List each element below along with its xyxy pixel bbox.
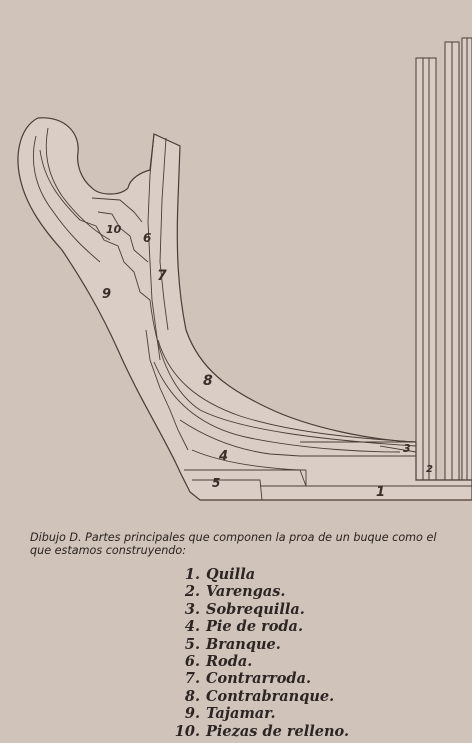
legend-number: 1. — [184, 566, 200, 583]
legend-number: 7. — [184, 670, 200, 688]
legend-number: 6. — [184, 653, 200, 671]
legend-number: 2. — [184, 583, 200, 601]
legend-item — [160, 723, 460, 740]
label-3: 3 — [403, 442, 411, 455]
figure-caption: Dibujo D. Partes principales que componen la proa de un buque como el que estamos construyendo: — [30, 531, 437, 557]
legend-item — [160, 688, 460, 705]
label-9: 9 — [102, 287, 112, 302]
legend-text: Tajamar. — [206, 705, 276, 723]
label-6: 6 — [143, 231, 152, 245]
legend-item — [160, 601, 460, 618]
legend-item — [160, 670, 460, 687]
legend-text: Roda. — [206, 653, 253, 671]
legend-item — [160, 566, 460, 583]
legend-text: Varengas. — [206, 583, 286, 601]
legend-number: 10. — [174, 722, 200, 740]
legend-text: Contrabranque. — [206, 687, 335, 705]
legend-number: 9. — [184, 705, 200, 723]
legend-number: 8. — [184, 687, 200, 705]
legend-text: Branque. — [206, 635, 281, 653]
label-10: 10 — [106, 223, 122, 236]
parts-legend — [160, 566, 460, 740]
legend-item — [160, 636, 460, 653]
label-7: 7 — [157, 268, 167, 284]
legend-item — [160, 705, 460, 722]
legend-number: 5. — [184, 635, 200, 653]
legend-item — [160, 583, 460, 600]
label-8: 8 — [203, 373, 213, 389]
label-5: 5 — [212, 476, 221, 490]
legend-text: Piezas de relleno. — [206, 722, 350, 740]
label-1: 1 — [376, 485, 386, 500]
legend-number: 3. — [184, 600, 200, 618]
label-2: 2 — [426, 464, 433, 475]
legend-text: Quilla — [206, 566, 256, 583]
legend-text: Sobrequilla. — [206, 600, 305, 618]
legend-item — [160, 618, 460, 635]
legend-text: Pie de roda. — [206, 618, 303, 636]
legend-text: Contrarroda. — [206, 670, 312, 688]
label-4: 4 — [219, 449, 229, 464]
legend-number: 4. — [184, 618, 200, 636]
legend-item — [160, 653, 460, 670]
